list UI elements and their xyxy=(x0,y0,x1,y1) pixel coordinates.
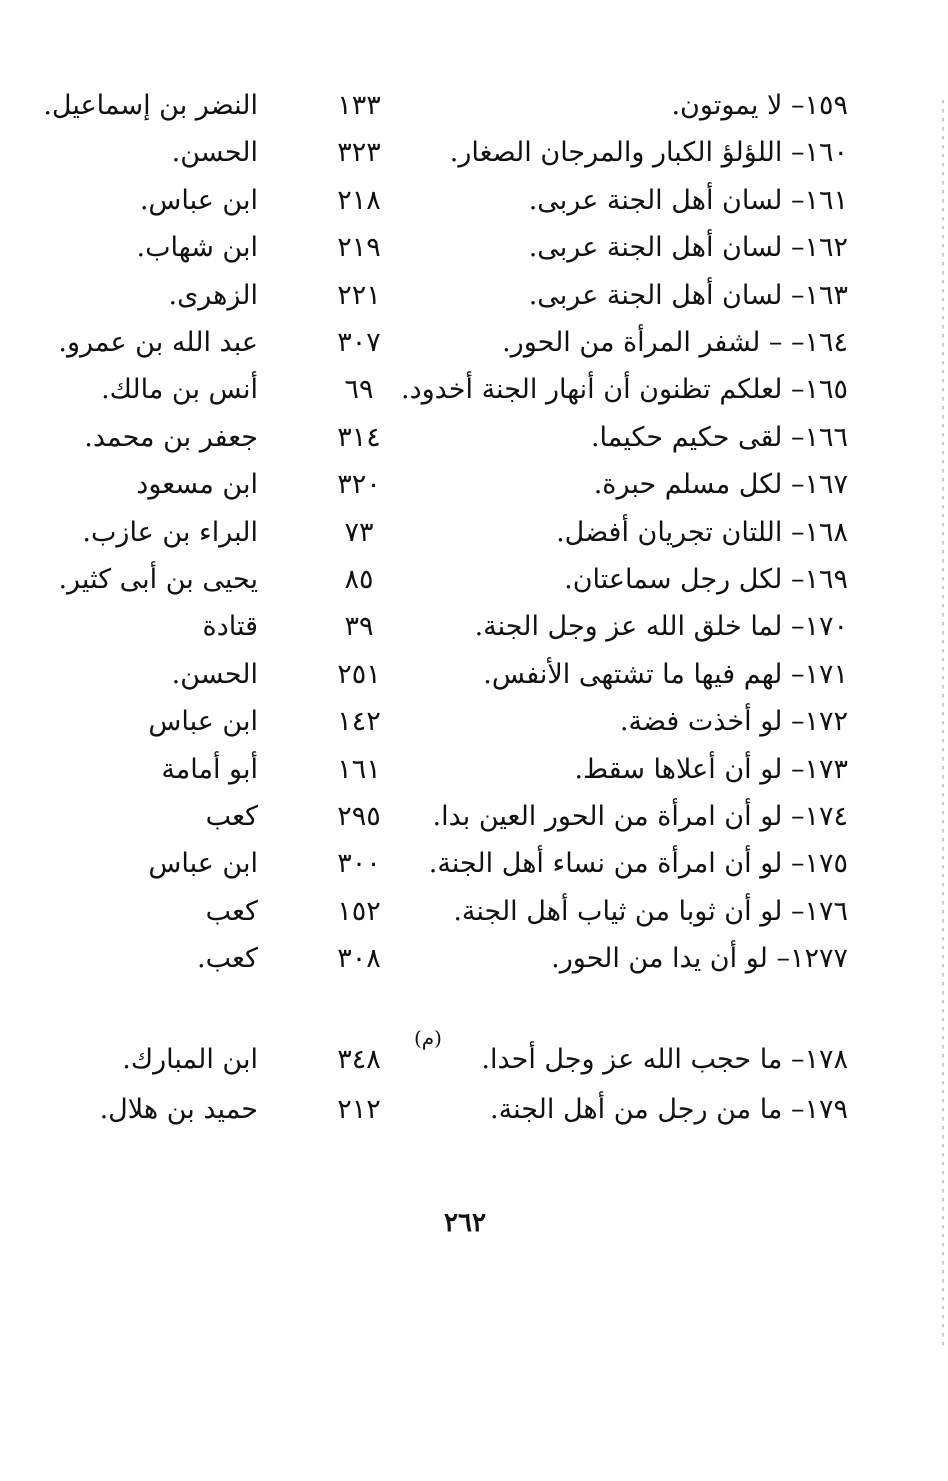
entry-number: ٢٩٥ xyxy=(337,801,381,832)
index-row xyxy=(0,936,948,982)
entry-title: ١٦٤– – لشفر المرأة من الحور. xyxy=(502,327,848,358)
entry-number: ٣٠٧ xyxy=(337,327,381,358)
entry-number: ١٤٢ xyxy=(337,706,381,738)
entry-title: ١٧٢– لو أخذت فضة. xyxy=(619,706,848,738)
index-row xyxy=(0,557,948,603)
entry-title: ١٧١– لهم فيها ما تشتهى الأنفس. xyxy=(483,658,848,690)
entry-narrator: أبو أمامة xyxy=(161,753,258,785)
entry-number: ٣١٤ xyxy=(337,421,381,453)
entry-number: ٢٢١ xyxy=(337,279,381,311)
index-row xyxy=(0,794,948,840)
entry-narrator: الزهرى. xyxy=(168,279,258,311)
entry-narrator: حميد بن هلال. xyxy=(99,1094,258,1125)
entry-narrator: الحسن. xyxy=(171,137,258,169)
index-row xyxy=(0,699,948,745)
entry-title: ١٦٠– اللؤلؤ الكبار والمرجان الصغار. xyxy=(449,137,848,169)
entry-number: ١٣٣ xyxy=(337,90,381,121)
index-row xyxy=(0,652,948,698)
section-marker: (م) xyxy=(414,1026,442,1050)
entry-number: ٣٠٠ xyxy=(337,848,381,880)
entry-narrator: ابن شهاب. xyxy=(136,232,258,264)
entry-narrator: ابن عباس xyxy=(148,706,258,738)
entry-title: ١٦٩– لكل رجل سماعتان. xyxy=(564,564,848,595)
entry-number: ٨٥ xyxy=(344,564,374,595)
entry-narrator: كعب. xyxy=(197,943,258,975)
entry-narrator: ابن عباس xyxy=(148,848,258,880)
entry-narrator: الحسن. xyxy=(171,658,258,690)
entry-number: ٢١٩ xyxy=(337,232,381,264)
entry-number: ٢٥١ xyxy=(337,658,381,690)
entry-number: ١٥٢ xyxy=(337,895,381,927)
entry-title: ١٧٣– لو أن أعلاها سقط. xyxy=(574,753,848,785)
entry-narrator: ابن المبارك. xyxy=(122,1044,258,1075)
entry-title: ١٦٥– لعلكم تظنون أن أنهار الجنة أخدود. xyxy=(400,374,848,406)
entry-title: ١٧٠– لما خلق الله عز وجل الجنة. xyxy=(474,611,848,643)
entry-number: ٣٢٠ xyxy=(337,469,381,501)
entry-number: ٢١٢ xyxy=(337,1094,381,1125)
entry-narrator: قتادة xyxy=(202,611,258,643)
entry-number: ٧٣ xyxy=(344,516,374,548)
index-row xyxy=(0,510,948,556)
page-number: ٢٦٢ xyxy=(444,1208,486,1238)
index-row xyxy=(0,83,948,129)
entry-number: ٣٩ xyxy=(344,611,374,643)
entry-title: ١٦٣– لسان أهل الجنة عربى. xyxy=(528,279,848,311)
entry-title: ١٧٨– ما حجب الله عز وجل أحدا. xyxy=(481,1044,848,1075)
index-row xyxy=(0,178,948,224)
entry-narrator: جعفر بن محمد. xyxy=(84,421,258,453)
index-row xyxy=(0,415,948,461)
entry-narrator: كعب xyxy=(205,801,258,832)
index-row xyxy=(0,273,948,319)
entry-narrator: ابن عباس. xyxy=(139,184,258,216)
entry-title: ١٦٧– لكل مسلم حبرة. xyxy=(593,469,848,501)
entry-title: ١٦٢– لسان أهل الجنة عربى. xyxy=(528,232,848,264)
entry-number: ١٦١ xyxy=(337,753,381,785)
entry-narrator: يحيى بن أبى كثير. xyxy=(58,564,258,595)
index-row xyxy=(0,320,948,366)
index-row xyxy=(0,367,948,413)
entry-title: ١٦٦– لقى حكيم حكيما. xyxy=(590,421,848,453)
entry-narrator: أنس بن مالك. xyxy=(101,374,258,406)
entry-narrator: ابن مسعود xyxy=(136,469,258,501)
entry-title: ١٧٥– لو أن امرأة من نساء أهل الجنة. xyxy=(428,848,848,880)
index-row xyxy=(0,889,948,935)
entry-title: ١٧٤– لو أن امرأة من الحور العين بدا. xyxy=(432,801,848,832)
entry-narrator: النضر بن إسماعيل. xyxy=(43,90,258,121)
entry-number: ٣٤٨ xyxy=(337,1044,381,1075)
entry-narrator: البراء بن عازب. xyxy=(82,516,258,548)
entry-title: ١٧٦– لو أن ثوبا من ثياب أهل الجنة. xyxy=(453,895,848,927)
entry-narrator: كعب xyxy=(205,895,258,927)
index-row xyxy=(0,225,948,271)
index-row xyxy=(0,1087,948,1133)
index-row xyxy=(0,747,948,793)
entry-title: ١٦٨– اللتان تجريان أفضل. xyxy=(556,516,848,548)
entry-number: ٢١٨ xyxy=(337,184,381,216)
entry-title: ١٧٩– ما من رجل من أهل الجنة. xyxy=(490,1094,848,1125)
index-row xyxy=(0,841,948,887)
index-row xyxy=(0,1037,948,1083)
entry-number: ٦٩ xyxy=(344,374,374,406)
index-row xyxy=(0,462,948,508)
entry-number: ٣٠٨ xyxy=(337,943,381,975)
index-row xyxy=(0,130,948,176)
entry-narrator: عبد الله بن عمرو. xyxy=(58,327,258,358)
entry-title: ١٢٧٧– لو أن يدا من الحور. xyxy=(551,943,848,975)
entry-title: ١٦١– لسان أهل الجنة عربى. xyxy=(528,184,848,216)
entry-title: ١٥٩– لا يموتون. xyxy=(671,90,848,121)
entry-number: ٣٢٣ xyxy=(337,137,381,169)
index-row xyxy=(0,604,948,650)
